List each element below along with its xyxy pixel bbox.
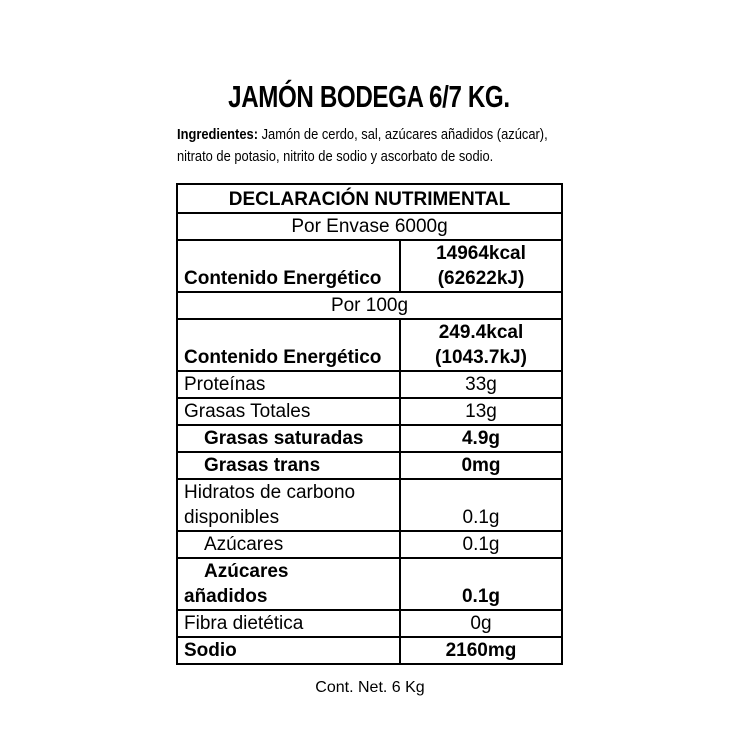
nutrient-value: 0mg xyxy=(400,452,562,479)
energy-100-label: Contenido Energético xyxy=(177,319,400,371)
ingredients-label: Ingredientes: xyxy=(177,126,259,143)
energy-100-value xyxy=(400,319,562,371)
table-header-row xyxy=(177,184,562,213)
table-row xyxy=(177,610,562,637)
nutrient-value: 0.1g xyxy=(400,558,562,610)
nutrient-value: 4.9g xyxy=(400,425,562,452)
nutrient-value: 33g xyxy=(400,371,562,398)
table-header: DECLARACIÓN NUTRIMENTAL xyxy=(177,184,562,213)
table-row xyxy=(177,558,562,610)
energy-package-value xyxy=(400,240,562,292)
per-package-row xyxy=(177,213,562,240)
per-package-label: Por Envase 6000g xyxy=(177,213,562,240)
nutrient-value: 2160mg xyxy=(400,637,562,664)
energy-package-row xyxy=(177,240,562,292)
table-row xyxy=(177,425,562,452)
nutrient-label: Grasas Totales xyxy=(177,398,400,425)
nutrient-label xyxy=(177,558,400,610)
ingredients-line-1: Jamón de cerdo, sal, azúcares añadidos (azúcar), xyxy=(258,126,548,143)
energy-package-kj: (62622kJ) xyxy=(437,268,525,289)
table-row xyxy=(177,637,562,664)
ingredients-line-2: nitrato de potasio, nitrito de sodio y ascorbato de sodio. xyxy=(177,148,494,165)
per-100-label: Por 100g xyxy=(177,292,562,319)
energy-100-kcal: 249.4kcal xyxy=(438,322,524,343)
nutrient-value: 13g xyxy=(400,398,562,425)
nutrient-value: 0.1g xyxy=(400,531,562,558)
added-sugars-label: Azúcares añadidos xyxy=(184,561,289,607)
table-row xyxy=(177,531,562,558)
table-row xyxy=(177,479,562,531)
energy-package-kcal: 14964kcal xyxy=(436,243,526,264)
product-title: JAMÓN BODEGA 6/7 KG. xyxy=(228,79,510,114)
table-row xyxy=(177,398,562,425)
per-100-row xyxy=(177,292,562,319)
energy-100-kj: (1043.7kJ) xyxy=(435,347,527,368)
table-row xyxy=(177,452,562,479)
ingredients-text xyxy=(177,124,548,168)
nutrient-value: 0g xyxy=(400,610,562,637)
nutrient-label: Grasas saturadas xyxy=(177,425,400,452)
nutrient-label: Sodio xyxy=(177,637,400,664)
nutrient-value: 0.1g xyxy=(400,479,562,531)
net-content: Cont. Net. 6 Kg xyxy=(315,679,425,696)
table-row xyxy=(177,371,562,398)
nutrient-label: Grasas trans xyxy=(177,452,400,479)
nutrient-label: Hidratos de carbono disponibles xyxy=(177,479,400,531)
nutrient-label: Fibra dietética xyxy=(177,610,400,637)
nutrient-label: Proteínas xyxy=(177,371,400,398)
energy-package-label: Contenido Energético xyxy=(177,240,400,292)
nutrient-label: Azúcares xyxy=(177,531,400,558)
energy-100-row xyxy=(177,319,562,371)
nutrition-table xyxy=(176,183,563,665)
